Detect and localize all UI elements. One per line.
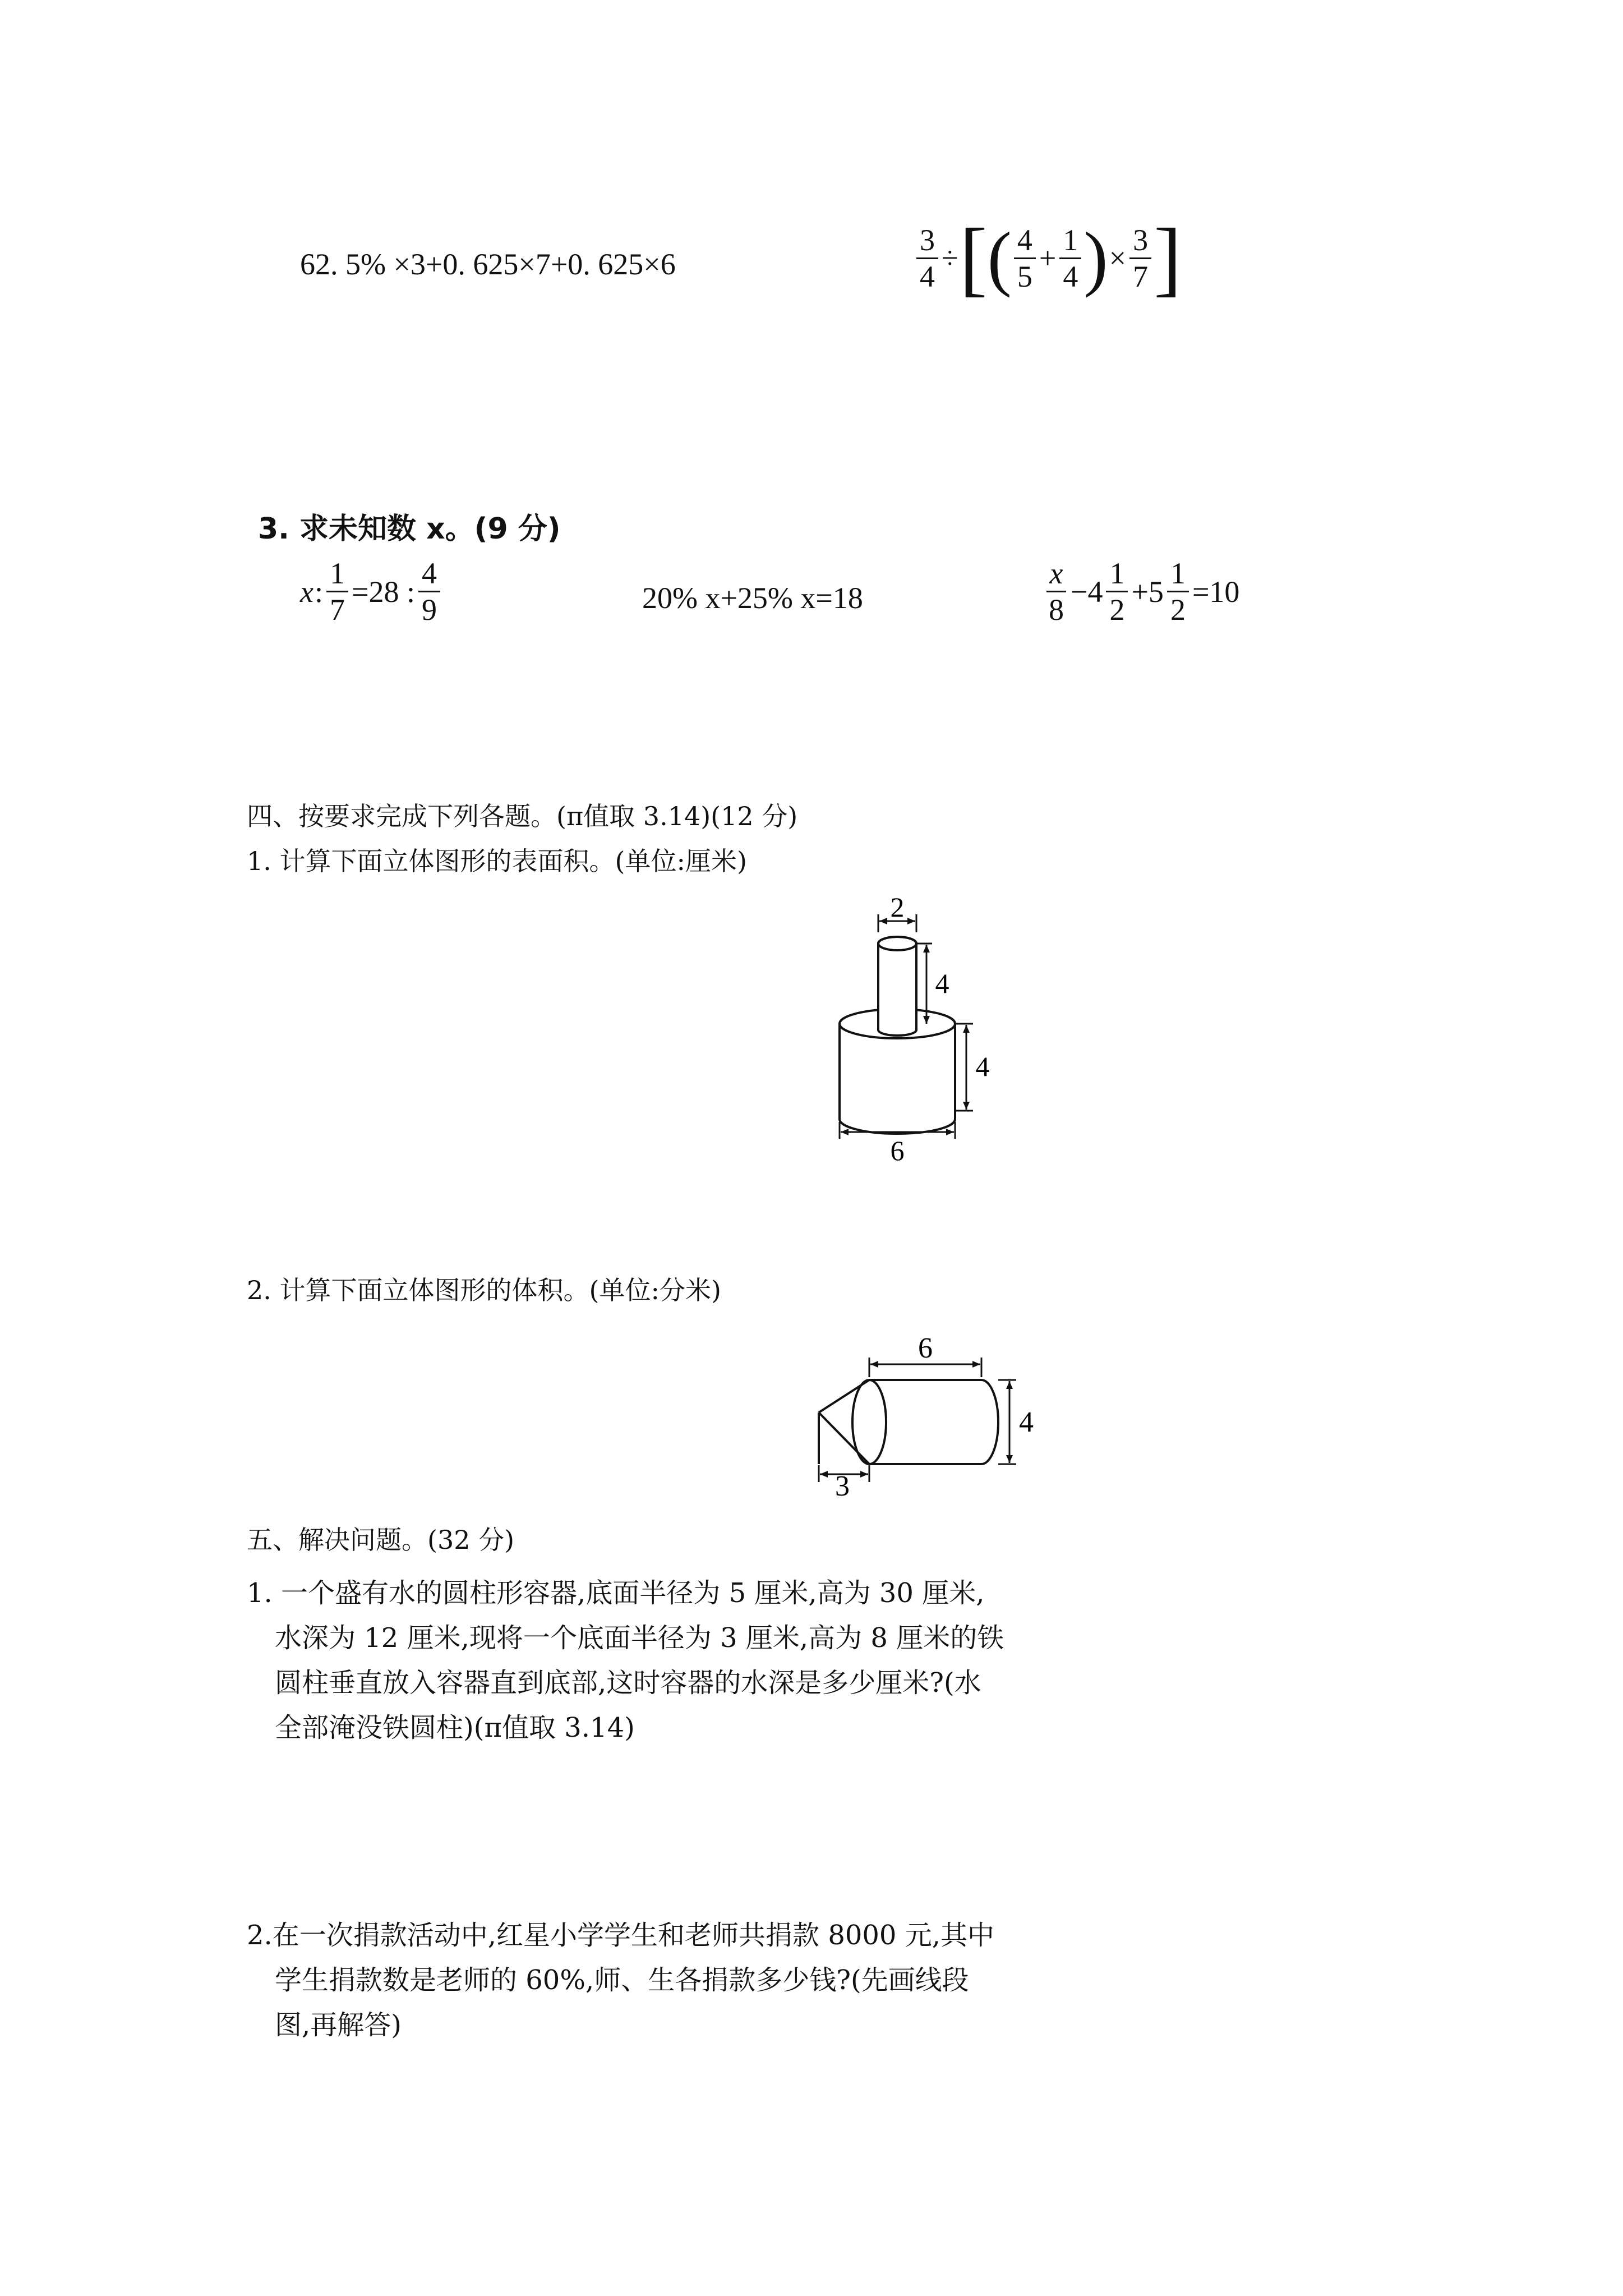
section-4-q2: 2. 计算下面立体图形的体积。(单位:分米) [247,1275,721,1305]
problem-1-line-2: 水深为 12 厘米,现将一个底面半径为 3 厘米,高为 8 厘米的铁 [275,1622,1004,1654]
section-4-title: 四、按要求完成下列各题。(π值取 3.14)(12 分) [247,801,798,831]
fraction-1-4: $\frac{1}{4}$ [1059,225,1081,292]
problem-1-line-1: 1. 一个盛有水的圆柱形容器,底面半径为 5 厘米,高为 30 厘米, [247,1577,985,1609]
label-top-height: 4 [935,968,949,999]
fraction-1-7: $\frac{1}{7}$ [326,558,348,625]
fraction-3-7: $\frac{3}{7}$ [1129,225,1151,292]
equation-2: 20% x+25% x=18 [642,581,863,615]
dim-cyl-diameter [998,1380,1016,1464]
label-cyl-diameter: 4 [1019,1406,1034,1438]
fraction-1-2-b: $\frac{1}{2}$ [1167,558,1189,625]
problem-1 [247,1571,1004,1750]
section-5-title: 五、解决问题。(32 分) [247,1525,515,1555]
problem-2 [247,1913,994,2047]
label-cone-height: 3 [835,1470,850,1498]
section-3-title: 3. 求未知数 x。(9 分) [258,512,561,546]
section-4-q1: 1. 计算下面立体图形的表面积。(单位:厘米) [247,846,747,876]
expression-2: $\frac{3}{4}$ ÷ [ ( $\frac{4}{5}$ + $\frac{1}{4}$ ) × $\frac{3}{7}$ ] [914,216,1182,300]
problem-1-line-3: 圆柱垂直放入容器直到底部,这时容器的水深是多少厘米?(水 [275,1667,981,1699]
fraction-3-4: $\frac{3}{4}$ [916,225,938,292]
fraction-4-5: $\frac{4}{5}$ [1014,225,1036,292]
problem-2-line-3: 图,再解答) [275,2009,402,2041]
equation-1: x : $\frac{1}{7}$ =28 : $\frac{4}{9}$ [300,558,442,625]
problem-1-line-4: 全部淹没铁圆柱)(π值取 3.14) [275,1712,635,1743]
equation-3: $\frac{x}{8}$ −4 $\frac{1}{2}$ +5 $\frac{1}{2}$ =10 [1043,558,1241,625]
problem-2-line-1: 2.在一次捐款活动中,红星小学学生和老师共捐款 8000 元,其中 [247,1920,994,1951]
label-bottom-width: 6 [890,1135,905,1161]
fraction-x-8: $\frac{x}{8}$ [1045,558,1067,625]
label-bottom-height: 4 [975,1051,990,1082]
figure-cone-cylinder [808,1324,1043,1498]
fraction-4-9: $\frac{4}{9}$ [418,558,440,625]
label-top-width: 2 [890,898,905,923]
figure-stacked-cylinders [802,898,993,1161]
label-cyl-length: 6 [918,1332,933,1364]
expression-1: 62. 5% ×3+0. 625×7+0. 625×6 [300,247,676,281]
problem-2-line-2: 学生捐款数是老师的 60%,师、生各捐款多少钱?(先画线段 [275,1964,969,1996]
dim-bottom-height [955,1024,973,1111]
fraction-1-2-a: $\frac{1}{2}$ [1106,558,1128,625]
